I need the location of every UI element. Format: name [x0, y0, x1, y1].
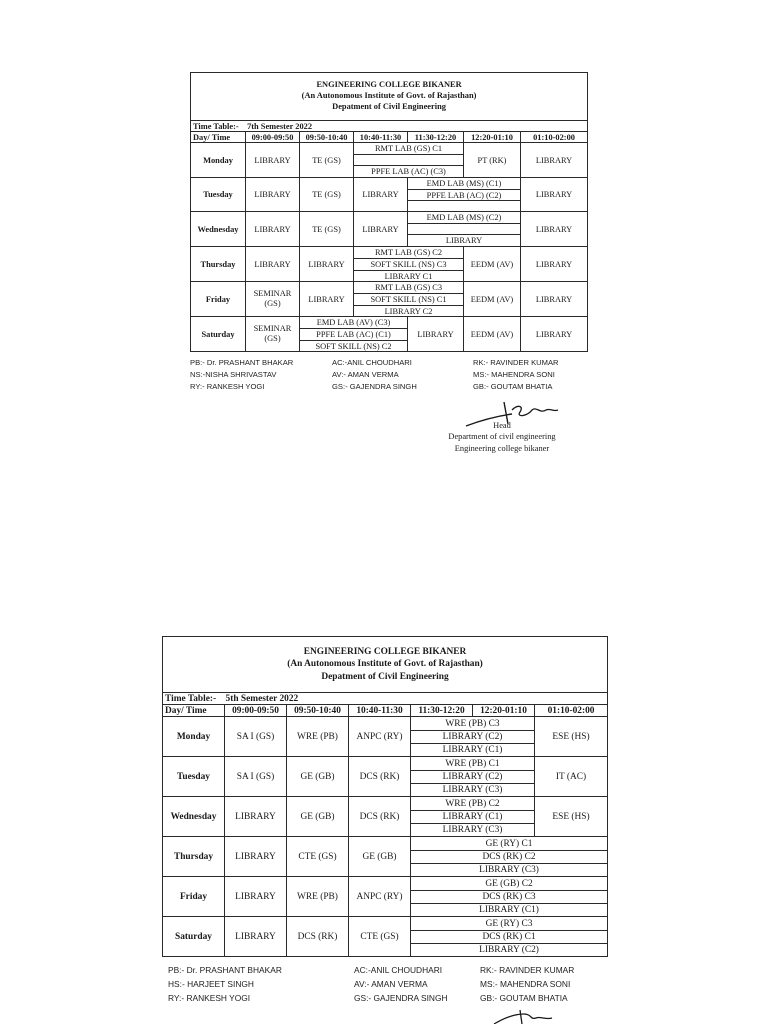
college-subtitle: (An Autonomous Institute of Govt. of Rajasthan) [301, 91, 477, 101]
cell: LIBRARY [408, 317, 464, 352]
legend-item: MS:- MAHENDRA SONI [480, 979, 571, 989]
cell: LIBRARY [246, 212, 300, 247]
legend-item: GB:- GOUTAM BHATIA [473, 382, 553, 391]
cell: EMD LAB (AV) (C3) [300, 317, 408, 329]
cell: WRE (PB) C3 [411, 717, 535, 731]
day-tuesday: Tuesday [163, 757, 225, 797]
seminar-text: SEMINAR (GS) [253, 323, 292, 343]
time-header-row [191, 132, 588, 143]
cell: DCS (RK) C1 [411, 931, 608, 944]
cell-empty [354, 155, 464, 166]
legend-item: GS:- GAJENDRA SINGH [354, 993, 448, 1003]
legend-item: NS:-NISHA SHRIVASTAV [190, 370, 277, 379]
cell: LIBRARY C1 [354, 271, 464, 282]
cell: CTE (GS) [287, 837, 349, 877]
slot-header: 01:10-02:00 [521, 132, 588, 143]
cell: GE (GB) [349, 837, 411, 877]
slot-header: 11:30-12:20 [408, 132, 464, 143]
head-signature-partial [490, 1008, 560, 1024]
semester-row [191, 121, 588, 132]
cell: LIBRARY [408, 235, 521, 247]
slot-header: 10:40-11:30 [354, 132, 408, 143]
cell: WRE (PB) [287, 877, 349, 917]
cell: ANPC (RY) [349, 717, 411, 757]
cell: SA I (GS) [225, 717, 287, 757]
cell-empty [408, 201, 521, 212]
cell: EEDM (AV) [464, 247, 521, 282]
signature-caption [437, 420, 567, 454]
cell [246, 282, 300, 317]
day-friday: Friday [163, 877, 225, 917]
day-monday: Monday [163, 717, 225, 757]
cell: TE (GS) [300, 212, 354, 247]
slot-header: 01:10-02:00 [535, 705, 608, 717]
cell: GE (GB) [287, 757, 349, 797]
cell: LIBRARY [246, 178, 300, 212]
cell: SA I (GS) [225, 757, 287, 797]
timetable-label: Time Table:- [193, 121, 239, 131]
cell: SOFT SKILL (NS) C2 [300, 341, 408, 352]
day-saturday: Saturday [191, 317, 246, 352]
cell: TE (GS) [300, 178, 354, 212]
cell: GE (GB) C2 [411, 877, 608, 891]
cell: ESE (HS) [535, 717, 608, 757]
day-time-header: Day/ Time [191, 132, 246, 143]
cell: LIBRARY [300, 282, 354, 317]
head-college: Engineering college bikaner [454, 443, 550, 453]
cell: LIBRARY [300, 247, 354, 282]
day-saturday: Saturday [163, 917, 225, 957]
cell: EMD LAB (MS) (C2) [408, 212, 521, 224]
cell: LIBRARY (C2) [411, 771, 535, 784]
slot-header: 10:40-11:30 [349, 705, 411, 717]
slot-header: 12:20-01:10 [464, 132, 521, 143]
cell: RMT LAB (GS) C3 [354, 282, 464, 294]
cell: IT (AC) [535, 757, 608, 797]
cell: DCS (RK) [349, 797, 411, 837]
cell: LIBRARY (C1) [411, 744, 535, 757]
cell: LIBRARY (C3) [411, 824, 535, 837]
cell: DCS (RK) [287, 917, 349, 957]
cell: LIBRARY (C1) [411, 811, 535, 824]
semester-label: 7th Semester 2022 [247, 121, 313, 131]
cell: DCS (RK) C3 [411, 891, 608, 904]
legend-item: MS:- MAHENDRA SONI [473, 370, 555, 379]
department-title: Depatment of Civil Engineering [332, 101, 446, 111]
cell: EMD LAB (MS) (C1) [408, 178, 521, 190]
cell: PT (RK) [464, 143, 521, 178]
day-thursday: Thursday [163, 837, 225, 877]
cell: PPFE LAB (AC) (C3) [354, 166, 464, 178]
cell: EEDM (AV) [464, 317, 521, 352]
legend-item: AC:-ANIL CHOUDHARI [354, 965, 443, 975]
cell: LIBRARY (C3) [411, 864, 608, 877]
slot-header: 09:00-09:50 [225, 705, 287, 717]
cell: LIBRARY [521, 282, 588, 317]
day-monday: Monday [191, 143, 246, 178]
cell: LIBRARY (C3) [411, 784, 535, 797]
cell: LIBRARY [354, 178, 408, 212]
day-friday: Friday [191, 282, 246, 317]
cell: DCS (RK) [349, 757, 411, 797]
college-subtitle: (An Autonomous Institute of Govt. of Rajasthan) [287, 659, 483, 670]
seminar-text: SEMINAR (GS) [253, 288, 292, 308]
legend-item: HS:- HARJEET SINGH [168, 979, 254, 989]
slot-header: 09:50-10:40 [287, 705, 349, 717]
cell: LIBRARY [246, 143, 300, 178]
legend-item: GB:- GOUTAM BHATIA [480, 993, 568, 1003]
cell: LIBRARY [521, 247, 588, 282]
cell: LIBRARY [521, 317, 588, 352]
table-header [191, 73, 588, 121]
cell [246, 317, 300, 352]
day-tuesday: Tuesday [191, 178, 246, 212]
timetable-5th-semester [162, 636, 608, 957]
cell: LIBRARY (C2) [411, 731, 535, 744]
cell: SOFT SKILL (NS) C1 [354, 294, 464, 306]
slot-header: 09:50-10:40 [300, 132, 354, 143]
cell-empty [408, 224, 521, 235]
college-title: ENGINEERING COLLEGE BIKANER [303, 647, 467, 658]
legend-item: RY:- RANKESH YOGI [168, 993, 251, 1003]
timetable-label: Time Table:- [165, 693, 217, 704]
cell: LIBRARY (C2) [411, 944, 608, 957]
cell: LIBRARY [521, 143, 588, 178]
department-title: Depatment of Civil Engineering [321, 671, 449, 682]
cell: RMT LAB (GS) C1 [354, 143, 464, 155]
cell: WRE (PB) C1 [411, 757, 535, 771]
semester-label: 5th Semester 2022 [225, 693, 299, 704]
cell: LIBRARY (C1) [411, 904, 608, 917]
cell: GE (RY) C3 [411, 917, 608, 931]
cell: RMT LAB (GS) C2 [354, 247, 464, 259]
legend-item: RK:- RAVINDER KUMAR [473, 358, 559, 367]
timetable-7th-semester [190, 72, 588, 352]
college-title: ENGINEERING COLLEGE BIKANER [316, 80, 462, 90]
legend-item: AV:- AMAN VERMA [332, 370, 399, 379]
legend-item: RY:- RANKESH YOGI [190, 382, 265, 391]
cell: WRE (PB) C2 [411, 797, 535, 811]
day-wednesday: Wednesday [163, 797, 225, 837]
cell: LIBRARY [354, 212, 408, 247]
cell: LIBRARY [246, 247, 300, 282]
cell: LIBRARY [225, 917, 287, 957]
cell: PPFE LAB (AC) (C1) [300, 329, 408, 341]
semester-row [163, 693, 608, 705]
time-header-row [163, 705, 608, 717]
day-wednesday: Wednesday [191, 212, 246, 247]
slot-header: 11:30-12:20 [411, 705, 473, 717]
slot-header: 09:00-09:50 [246, 132, 300, 143]
cell: LIBRARY [225, 797, 287, 837]
legend-item: RK:- RAVINDER KUMAR [480, 965, 575, 975]
head-label: Head [493, 421, 511, 430]
legend-item: GS:- GAJENDRA SINGH [332, 382, 417, 391]
cell: ESE (HS) [535, 797, 608, 837]
day-thursday: Thursday [191, 247, 246, 282]
table-header [163, 637, 608, 693]
cell: TE (GS) [300, 143, 354, 178]
cell: LIBRARY [521, 212, 588, 247]
head-department: Department of civil engineering [448, 432, 556, 442]
cell: PPFE LAB (AC) (C2) [408, 190, 521, 201]
cell: LIBRARY C2 [354, 306, 464, 317]
cell: DCS (RK) C2 [411, 851, 608, 864]
legend-item: AC:-ANIL CHOUDHARI [332, 358, 412, 367]
cell: LIBRARY [225, 877, 287, 917]
legend-item: PB:- Dr. PRASHANT BHAKAR [168, 965, 282, 975]
cell: CTE (GS) [349, 917, 411, 957]
cell: LIBRARY [521, 178, 588, 212]
cell: SOFT SKILL (NS) C3 [354, 259, 464, 271]
cell: EEDM (AV) [464, 282, 521, 317]
legend-item: PB:- Dr. PRASHANT BHAKAR [190, 358, 294, 367]
cell: LIBRARY [225, 837, 287, 877]
legend-item: AV:- AMAN VERMA [354, 979, 428, 989]
slot-header: 12:20-01:10 [473, 705, 535, 717]
day-time-header: Day/ Time [163, 705, 225, 717]
cell: WRE (PB) [287, 717, 349, 757]
cell: GE (GB) [287, 797, 349, 837]
cell: GE (RY) C1 [411, 837, 608, 851]
cell: ANPC (RY) [349, 877, 411, 917]
